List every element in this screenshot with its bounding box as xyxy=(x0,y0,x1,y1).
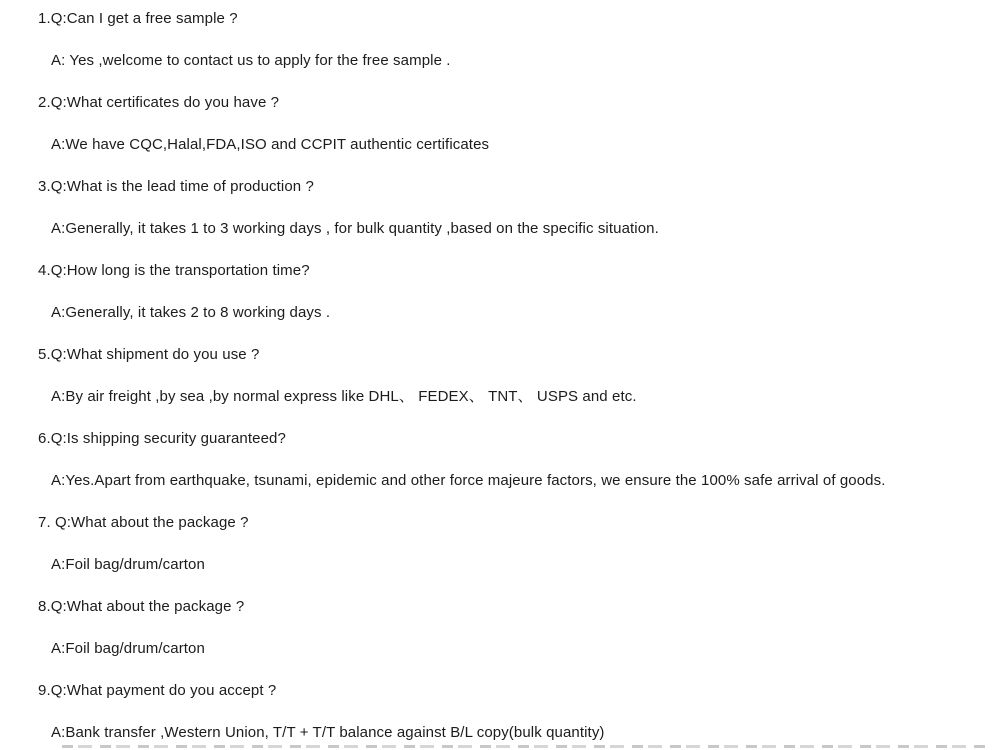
faq-question: 6.Q:Is shipping security guaranteed? xyxy=(38,430,286,447)
faq-question: 2.Q:What certificates do you have ? xyxy=(38,94,280,111)
faq-answer: A: Yes ,welcome to contact us to apply for the free sample . xyxy=(51,52,451,69)
faq-answer: A:Yes.Apart from earthquake, tsunami, epidemic and other force majeure factors, we ensure the 100% safe arrival of goods. xyxy=(51,472,886,489)
faq-question: 5.Q:What shipment do you use ? xyxy=(38,346,260,363)
faq-answer: A:We have CQC,Halal,FDA,ISO and CCPIT authentic certificates xyxy=(51,136,490,153)
faq-question: 8.Q:What about the package ? xyxy=(38,598,245,615)
faq-answer: A:By air freight ,by sea ,by normal express like DHL、 FEDEX、 TNT、 USPS and etc. xyxy=(51,388,637,405)
faq-question: 4.Q:How long is the transportation time? xyxy=(38,262,310,279)
faq-answer: A:Generally, it takes 1 to 3 working days , for bulk quantity ,based on the specific situation. xyxy=(51,220,659,237)
faq-question: 9.Q:What payment do you accept ? xyxy=(38,682,277,699)
faq-question: 7. Q:What about the package ? xyxy=(38,514,249,531)
faq-answer: A:Bank transfer ,Western Union, T/T + T/T balance against B/L copy(bulk quantity) xyxy=(51,724,605,741)
faq-question: 1.Q:Can I get a free sample ? xyxy=(38,10,238,27)
cropped-text-sliver xyxy=(62,745,988,748)
faq-answer: A:Foil bag/drum/carton xyxy=(51,640,205,657)
faq-answer: A:Generally, it takes 2 to 8 working days . xyxy=(51,304,331,321)
faq-answer: A:Foil bag/drum/carton xyxy=(51,556,205,573)
faq-question: 3.Q:What is the lead time of production ? xyxy=(38,178,314,195)
